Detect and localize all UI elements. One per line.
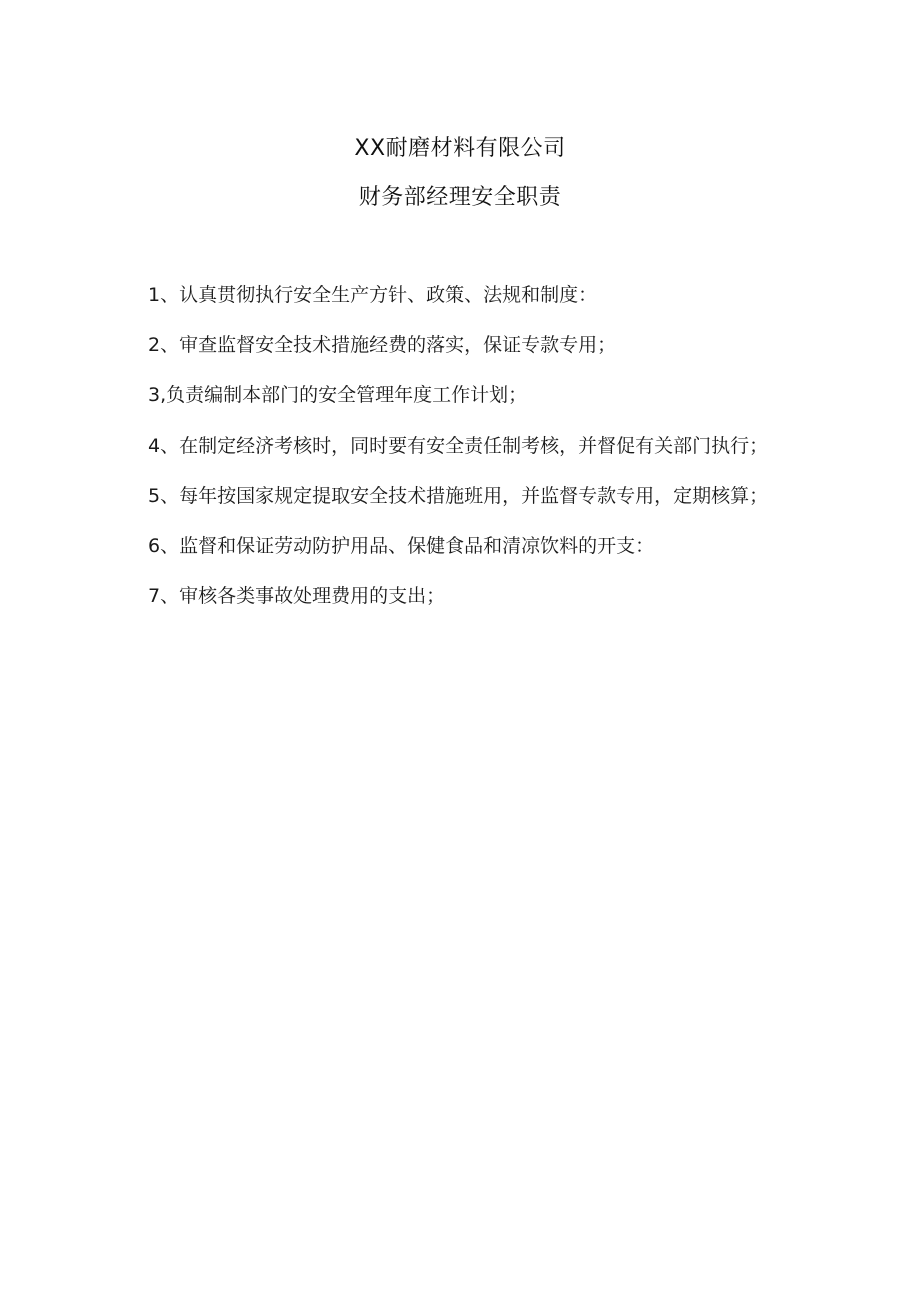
responsibility-item-3: 3,负责编制本部门的安全管理年度工作计划； [148, 384, 528, 407]
responsibility-item-6: 6、监督和保证劳动防护用品、保健食品和清凉饮料的开支： [148, 535, 655, 558]
responsibility-item-7: 7、审核各类事故处理费用的支出； [148, 585, 446, 608]
responsibility-item-4: 4、在制定经济考核时，同时要有安全责任制考核，并督促有关部门执行； [148, 434, 769, 457]
responsibility-list [108, 270, 814, 621]
responsibility-item-1: 1、认真贯彻执行安全生产方针、政策、法规和制度： [148, 284, 598, 306]
document-title: 财务部经理安全职责 [358, 185, 562, 210]
responsibility-item-5: 5、每年按国家规定提取安全技术措施班用，并监督专款专用，定期核算； [148, 484, 769, 507]
company-name: XX耐磨材料有限公司 [354, 136, 566, 161]
responsibility-item-2: 2、审查监督安全技术措施经费的落实，保证专款专用； [148, 334, 617, 357]
